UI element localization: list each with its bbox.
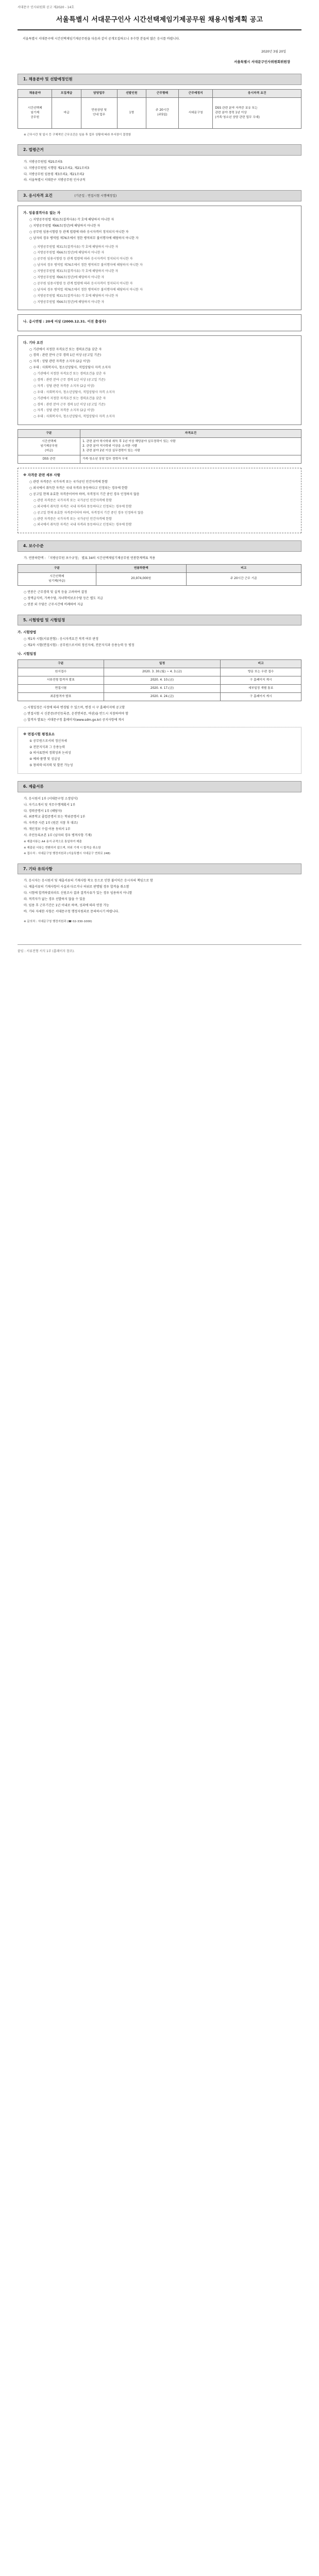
misc-line: 라. 적격자가 없는 경우 선발하지 않을 수 있음 [24, 897, 86, 901]
table-cell: 세부일정 개별 통보 [221, 685, 301, 693]
box-line: ○ 자격 : 상담 관련 자격증 소지자 (2급 이상) [33, 384, 94, 388]
contact-note: ※ 문의처 : 서대문구청 행정지원과 (☎ 02-330-1000) [24, 920, 92, 923]
box-line: ① 공무원으로서의 정신자세 [29, 739, 67, 743]
box-title: 나. 응시연령 : 20세 이상 (2000.12.31. 이전 출생자) [23, 319, 107, 324]
table-cell: 주 20시간 근무 기준 [186, 572, 301, 585]
table-row [18, 97, 301, 128]
section-5-heading: 5. 시험방법 및 시험일정 [18, 615, 301, 626]
issuer-name: 서울특별시 서대문구인사위원회위원장 [233, 59, 290, 64]
box-line: ○ 공고일 현재 유효한 자격증이어야 하며, 자격정지 기간 중인 경우 인정하지 않음 [33, 511, 144, 515]
box-line: ○ 지방공무원법 제31조(결격사유) 각 호에 해당하지 아니한 자 [29, 217, 114, 222]
table-header-cell: 근무형태 [146, 89, 178, 97]
table-header-row [18, 430, 301, 438]
box-line: ○ 경력 : 관련 분야 근무 경력 1년 이상 (공고일 기준) [33, 378, 106, 382]
misc-line: 가. 응시자는 응시원서 및 제출서류의 기재사항 착오 등으로 인한 불이익은 응시자의 책임으로 함 [24, 879, 153, 883]
table-header-row [18, 564, 301, 572]
table-header-cell: 구분 [18, 564, 96, 572]
section-1-heading: 1. 채용분야 및 선발예정인원 [18, 74, 301, 85]
box-line: ○ 기관에서 지정한 자격요건 또는 경력요건을 갖춘 자 [29, 347, 102, 351]
box-line: ○ 공무원 임용시험령 등 관계 법령에 따라 응시자격이 정지되지 아니한 자 [29, 230, 129, 234]
table-header-cell: 비고 [186, 564, 301, 572]
box-line: ○ 지방공무원법 제66조(정년)에 해당하지 아니한 자 [33, 276, 105, 279]
box-line: ② 전문지식과 그 응용능력 [29, 745, 65, 749]
box-line: ○ 남자의 경우 병역법 제76조에서 정한 병역의무 불이행자에 해당하지 아니한 자 [33, 263, 143, 267]
table-header-cell: 구분 [18, 660, 104, 668]
section-6-heading: 6. 제출서류 [18, 781, 301, 792]
table-cell: 구 홈페이지 게시 [221, 676, 301, 685]
schedule-table [18, 659, 301, 701]
exam-method-title: 가. 시험방법 [18, 630, 37, 635]
box-line: ○ 우대 : 사회복지사, 청소년상담사, 직업상담사 자격 소지자 [33, 390, 115, 394]
box-line: ○ 자격 : 상담 관련 자격증 소지자 (2급 이상) [33, 409, 94, 413]
qualification-box-2 [18, 314, 301, 331]
box-line: ○ 공고일 현재 유효한 자격증이어야 하며, 자격정지 기간 중인 경우 인정하지 않음 [29, 493, 140, 497]
box-line: ○ 관련 자격증은 국가자격 또는 국가공인 민간자격에 한함 [33, 517, 112, 521]
doc-line: 마. 자격증 사본 1부 (원본 지참 후 대조) [24, 821, 78, 825]
table-header-row [18, 89, 301, 97]
table-cell: 주 20시간 (주5일) [146, 97, 178, 128]
box-line: ③ 의사표현의 정확성과 논리성 [29, 751, 71, 755]
doc-line: 가. 응시원서 1부 (서대문구청 소정양식) [24, 796, 78, 801]
bulletin-number: 서대문구 인사위원회 공고 제2020 - 14호 [18, 6, 74, 9]
table-cell: 민원상담 및 안내 업무 [81, 97, 117, 128]
box-line: ○ 지방공무원법 제66조(정년)에 해당하지 아니한 자 [29, 224, 100, 228]
table-row [18, 455, 301, 464]
section-3-note: (기준일 : 면접시험 시행예정일) [74, 194, 117, 198]
table-header-cell: 선발인원 [117, 89, 146, 97]
pay-line: ○ 연봉 외 수당은 근무시간에 비례하여 지급 [24, 602, 83, 606]
table-cell: 가족·청소년 상담 업무 경력자 우대 [80, 455, 301, 464]
qualification-table [18, 429, 301, 464]
exam-line: ○ 제1차 시험(서류전형) : 응시자격요건 적격 여부 판정 [24, 637, 99, 641]
box-line: ○ 기관에서 지정한 자격요건 또는 경력요건을 갖춘 자 [33, 372, 106, 376]
law-item: 다. 지방공무원 임용령 제3조의2, 제21조의2 [24, 172, 85, 176]
table-header-cell: 응시자격 요건 [213, 89, 301, 97]
box-title: 다. 기타 요건 [23, 340, 43, 345]
title-divider [18, 29, 301, 30]
box-line: ○ 남자의 경우 병역법 제76조에서 정한 병역의무 불이행자에 해당하지 아니한 자 [29, 236, 139, 240]
table-cell: 방문 또는 우편 접수 [221, 668, 301, 676]
table-cell: 서대문구청 [178, 97, 212, 128]
doc-line: 나. 자기소개서 및 직무수행계획서 1부 [24, 803, 76, 807]
announcement-date: 2020년 3월 20일 [261, 49, 286, 54]
table-cell: DSS 관련 [18, 455, 80, 464]
table-header-cell: 비고 [221, 660, 301, 668]
box-line: ○ 지방공무원법 제66조(정년)에 해당하지 아니한 자 [33, 251, 105, 255]
box-title: ※ 자격증 관련 세부 사항 [23, 473, 60, 478]
box-title: ※ 면접시험 평정요소 [23, 732, 55, 736]
doc-note: ※ 제출된 서류는 반환하지 않으며, 허위 기재 시 합격을 취소함 [24, 846, 101, 850]
box-title: 가. 임용결격사유 없는 자 [23, 210, 61, 215]
box-line: ○ 공무원 임용시험령 등 관계 법령에 따라 응시자격이 정지되지 아니한 자 [33, 257, 133, 261]
box-line: ○ 지방공무원법 제66조(정년)에 해당하지 아니한 자 [33, 300, 105, 304]
table-header-cell: 구분 [18, 430, 80, 438]
pay-intro: 가. 연봉하한액 : 「지방공무원 보수규정」 별표 34의 시간선택제임기제공무원 연봉한계액표 적용 [24, 556, 156, 560]
table-cell: 시간선택제 임기제공무원 (마급) [18, 438, 80, 455]
pay-line: ○ 정액급식비, 가족수당, 자녀학비보조수당 등은 별도 지급 [24, 596, 103, 600]
box-line: ○ 외국에서 취득한 자격은 국내 자격과 동등하다고 인정되는 경우에 한함 [33, 523, 132, 527]
doc-note: ※ 접수처 : 서대문구청 행정지원과 (서울특별시 서대문구 연희로 248) [24, 852, 111, 856]
table-row [18, 676, 301, 685]
table-row [18, 438, 301, 455]
table-row [18, 572, 301, 585]
box-line: ○ 지방공무원법 제31조(결격사유) 각 호에 해당하지 아니한 자 [33, 294, 119, 298]
table-header-row [18, 660, 301, 668]
box-line: ○ 자격 : 상담 관련 자격증 소지자 (2급 이상) [29, 360, 90, 364]
box-line: ○ 공무원 임용시험령 등 관계 법령에 따라 응시자격이 정지되지 아니한 자 [33, 281, 133, 285]
box-line: ○ 외국에서 취득한 자격은 국내 자격과 동등하다고 인정되는 경우에 한함 [33, 504, 132, 509]
box-line: ○ 외국에서 취득한 자격은 국내 자격과 동등하다고 인정되는 경우에 한함 [29, 486, 128, 490]
table-cell: 1명 [117, 97, 146, 128]
interview-criteria-box [18, 727, 301, 774]
exam-line: ○ 제2차 시험(면접시험) : 공무원으로서의 정신자세, 전문지식과 응용능력 등 평정 [24, 643, 135, 648]
pay-line: ○ 연봉은 근무경력 및 실적 등을 고려하여 결정 [24, 590, 87, 594]
section-3-heading [18, 190, 301, 201]
table-header-cell: 연봉하한액 [96, 564, 186, 572]
page-title: 서울특별시 서대문구인사 시간선택제임기제공무원 채용시험계획 공고 [56, 16, 263, 24]
section-7-heading: 7. 기타 유의사항 [18, 863, 301, 875]
box-line: ○ 관련 자격증은 국가자격 또는 국가공인 민간자격에 한함 [29, 480, 108, 484]
table-cell: 20,974,000원 [96, 572, 186, 585]
exam-after-line: ○ 합격자 발표는 서대문구청 홈페이지(www.sdm.go.kr) 공지사항에 게시 [24, 718, 124, 722]
doc-line: 다. 경력증명서 1부 (해당자) [24, 809, 62, 813]
doc-line: 라. 최종학교 졸업증명서 또는 학위증명서 1부 [24, 815, 86, 819]
table-cell: 마급 [52, 97, 81, 128]
table-header-cell: 자격요건 [80, 430, 301, 438]
qualification-box-4 [18, 468, 301, 533]
pay-table [18, 564, 301, 586]
box-line: ○ 경력 : 관련 분야 근무 경력 1년 이상 (공고일 기준) [33, 402, 106, 406]
attachment-footer: 붙임 : 서류전형 서식 1부 (홈페이지 참조). [18, 944, 301, 954]
positions-table [18, 89, 301, 129]
intro-text: 서울특별시 서대문구에 시간선택제임기제공무원을 다음과 같이 공개모집하오니 우수한 분들의 많은 응시를 바랍니다. [23, 37, 180, 41]
qualification-box-3 [18, 335, 301, 426]
box-line: ○ 관련 자격증은 국가자격 또는 국가공인 민간자격에 한함 [33, 498, 112, 502]
doc-line: 사. 주민등록초본 1부 (남자의 경우 병적사항 기재) [24, 834, 92, 838]
box-line: ○ 우대 : 사회복지사, 청소년상담사, 직업상담사 자격 소지자 [29, 366, 111, 370]
table-cell: 서류전형 합격자 발표 [18, 676, 104, 685]
box-line: ○ 지방공무원법 제31조(결격사유) 각 호에 해당하지 아니한 자 [33, 245, 119, 249]
table-header-cell: 근무예정지 [178, 89, 212, 97]
table-row [18, 685, 301, 693]
misc-line: 나. 제출서류의 기재사항이 사실과 다르거나 허위로 판명될 경우 합격을 취소함 [24, 885, 129, 889]
table-cell: 2020. 4. 10.(금) [104, 676, 221, 685]
section-2-heading: 2. 법령근거 [18, 144, 301, 156]
table-cell: 2020. 4. 24.(금) [104, 692, 221, 701]
table-cell: 1. 관련 분야 학사학위 취득 후 1년 이상 해당분야 실무경력이 있는 사람 2. 관련 분야 석사학위 이상을 소지한 사람 3. 관련 분야 2년 이상 실무경력이 있는 사람 [80, 438, 301, 455]
box-line: ○ 남자의 경우 병역법 제76조에서 정한 병역의무 불이행자에 해당하지 아니한 자 [33, 287, 143, 292]
table-header-cell: 일정 [104, 660, 221, 668]
law-item: 라. 서울특별시 서대문구 지방공무원 인사규칙 [24, 178, 86, 182]
box-line: ○ 기관에서 지정한 자격요건 또는 경력요건을 갖춘 자 [33, 396, 106, 400]
exam-after-line: ○ 면접시험 시 신분증(주민등록증, 운전면허증, 여권)을 반드시 지참하여야 함 [24, 711, 128, 716]
section-3-title: 3. 응시자격 요건 [23, 193, 53, 198]
box-line: ○ 경력 : 관련 분야 근무 경력 1년 이상 (공고일 기준) [29, 353, 102, 358]
table-cell: 원서접수 [18, 668, 104, 676]
box-line: ○ 지방공무원법 제31조(결격사유) 각 호에 해당하지 아니한 자 [33, 269, 119, 274]
table-cell: 시간선택제 임기제 공무원 [18, 97, 52, 128]
doc-line: 바. 개인정보 수집·이용 동의서 1부 [24, 827, 71, 832]
table-cell: DSS 관련 분야 자격증 보유 또는 관련 분야 경력 1년 이상 (가족·청소년 상담 관련 업무 우대) [213, 97, 301, 128]
box-line: ○ 우대 : 사회복지사, 청소년상담사, 직업상담사 자격 소지자 [33, 415, 115, 419]
table-header-cell: 모집계급 [52, 89, 81, 97]
table-cell: 면접시험 [18, 685, 104, 693]
table-cell: 최종합격자 발표 [18, 692, 104, 701]
table-cell: 시간선택제 임기제(마급) [18, 572, 96, 585]
table-note: ※ 근무시간 및 일시 등 구체적인 근무조건은 임용 후 업무 상황에 따라 부서장이 결정함 [24, 133, 131, 137]
table-header-cell: 담당업무 [81, 89, 117, 97]
table-row [18, 668, 301, 676]
section-4-heading: 4. 보수수준 [18, 540, 301, 552]
exam-after-line: ○ 시험일정은 사정에 따라 변경될 수 있으며, 변경 시 구 홈페이지에 공고함 [24, 705, 125, 709]
table-cell: 2020. 4. 17.(금) [104, 685, 221, 693]
qualification-box-1 [18, 206, 301, 311]
table-header-cell: 채용분야 [18, 89, 52, 97]
table-cell: 2020. 3. 30.(월) ~ 4. 3.(금) [104, 668, 221, 676]
table-row [18, 692, 301, 701]
misc-line: 다. 시험에 합격하였더라도 신원조사 결과 결격사유가 있는 경우 임용하지 아니함 [24, 891, 132, 895]
law-item: 가. 지방공무원법 제25조의5 [24, 160, 63, 164]
misc-line: 마. 임용 후 근무기간은 1년 이내로 하며, 성과에 따라 연장 가능 [24, 903, 109, 907]
law-item: 나. 지방공무원법 시행령 제21조의2, 제21조의3 [24, 166, 90, 170]
misc-line: 바. 기타 자세한 사항은 서대문구청 행정지원과로 문의하시기 바랍니다. [24, 909, 120, 913]
box-line: ④ 예의·품행 및 성실성 [29, 757, 60, 761]
box-line: ⑤ 창의력·의지력 및 발전 가능성 [29, 764, 73, 768]
doc-note: ※ 제출서류는 A4 용지 규격으로 통일하여 제출 [24, 840, 82, 844]
exam-schedule-title: 나. 시험일정 [18, 651, 37, 656]
table-cell: 구 홈페이지 게시 [221, 692, 301, 701]
